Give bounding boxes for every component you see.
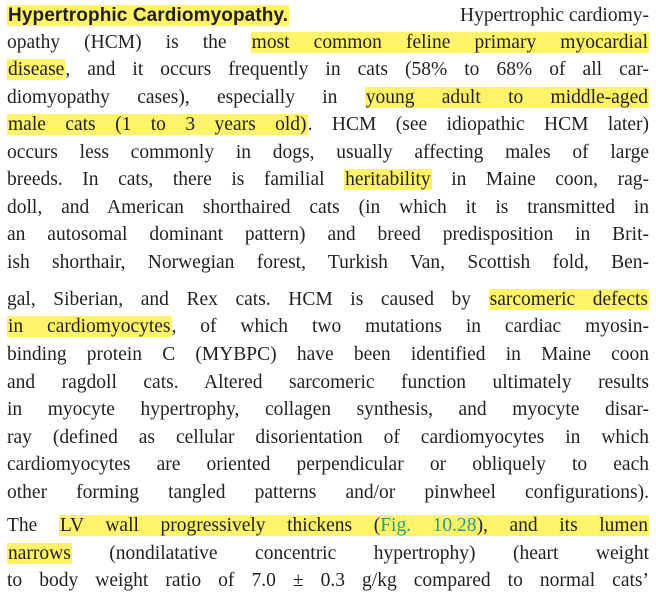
- highlighted-phrase: most common feline primary myocardial: [251, 32, 648, 53]
- figure-reference-link[interactable]: Fig. 10.28: [380, 515, 477, 536]
- text-segment: and ragdoll cats. Altered sarcomeric function ultimately results: [7, 372, 649, 393]
- text-line-14: [7, 369, 649, 396]
- highlighted-text: ), and its lumen: [476, 515, 648, 536]
- text-segment: ish shorthair, Norwegian forest, Turkish Van, Scottish fold, Ben-: [7, 252, 649, 273]
- text-segment: breeds. In cats, there is familial: [7, 169, 345, 190]
- text-line-6: [7, 139, 649, 166]
- text-segment: (nondilatative concentric hypertrophy) (heart weight: [71, 543, 649, 564]
- text-segment: cardiomyocytes are oriented perpendicular or obliquely to each: [7, 454, 649, 475]
- text-line-7: [7, 166, 649, 193]
- text-line-11: [7, 286, 649, 313]
- text-segment: diomyopathy cases), especially in: [7, 87, 365, 108]
- text-line-4: [7, 84, 649, 111]
- text-segment: in myocyte hypertrophy, collagen synthesis, and myocyte disar-: [7, 399, 649, 420]
- highlighted-phrase: [59, 515, 649, 536]
- text-line-10: [7, 249, 649, 276]
- text-line-13: [7, 341, 649, 368]
- highlighted-phrase: in cardiomyocytes: [8, 316, 171, 337]
- text-segment: , and it occurs frequently in cats (58% to 68% of all car-: [65, 59, 649, 80]
- section-heading: Hypertrophic Cardiomyopathy.: [8, 5, 289, 26]
- text-line-5: [7, 111, 649, 138]
- text-line-19: [7, 512, 649, 539]
- text-line-18: [7, 479, 649, 506]
- text-segment: occurs less commonly in dogs, usually affecting males of large: [7, 142, 649, 163]
- highlighted-phrase: male cats (1 to 3 years old): [8, 114, 307, 135]
- text-line-9: [7, 221, 649, 248]
- text-segment: binding protein C (MYBPC) have been identified in Maine coon: [7, 344, 649, 365]
- text-segment: opathy (HCM) is the: [7, 32, 251, 53]
- text-line-17: [7, 451, 649, 478]
- text-segment: an autosomal dominant pattern) and breed predisposition in Brit-: [7, 224, 649, 245]
- text-line-21: [7, 567, 649, 594]
- text-segment: to body weight ratio of 7.0 ± 0.3 g/kg compared to normal cats’: [7, 570, 649, 591]
- text-segment: . HCM (see idiopathic HCM later): [307, 114, 649, 135]
- text-line-20: [7, 540, 649, 567]
- highlighted-phrase: heritability: [345, 169, 431, 190]
- text-line-3: [7, 56, 649, 83]
- text-segment: doll, and American shorthaired cats (in which it is transmitted in: [7, 197, 649, 218]
- text-segment: gal, Siberian, and Rex cats. HCM is caused by: [7, 289, 489, 310]
- text-line-2: [7, 29, 649, 56]
- highlighted-phrase: sarcomeric defects: [489, 289, 648, 310]
- highlighted-phrase: narrows: [8, 543, 71, 564]
- text-segment: The: [7, 515, 59, 536]
- text-line-12: [7, 313, 649, 340]
- highlighted-phrase: young adult to middle-aged: [365, 87, 648, 108]
- text-line-1: [7, 2, 649, 29]
- text-segment: other forming tangled patterns and/or pinwheel configurations).: [7, 482, 649, 503]
- text-segment: ray (defined as cellular disorientation of cardiomyocytes in which: [7, 427, 649, 448]
- text-line-8: [7, 194, 649, 221]
- text-segment: , of which two mutations in cardiac myosin-: [171, 316, 650, 337]
- text-segment: in Maine coon, rag-: [431, 169, 649, 190]
- text-segment: Hypertrophic cardiomy-: [460, 5, 649, 26]
- highlighted-text: LV wall progressively thickens (: [59, 515, 381, 536]
- text-line-15: [7, 396, 649, 423]
- text-line-16: [7, 424, 649, 451]
- highlighted-phrase: disease: [8, 59, 65, 80]
